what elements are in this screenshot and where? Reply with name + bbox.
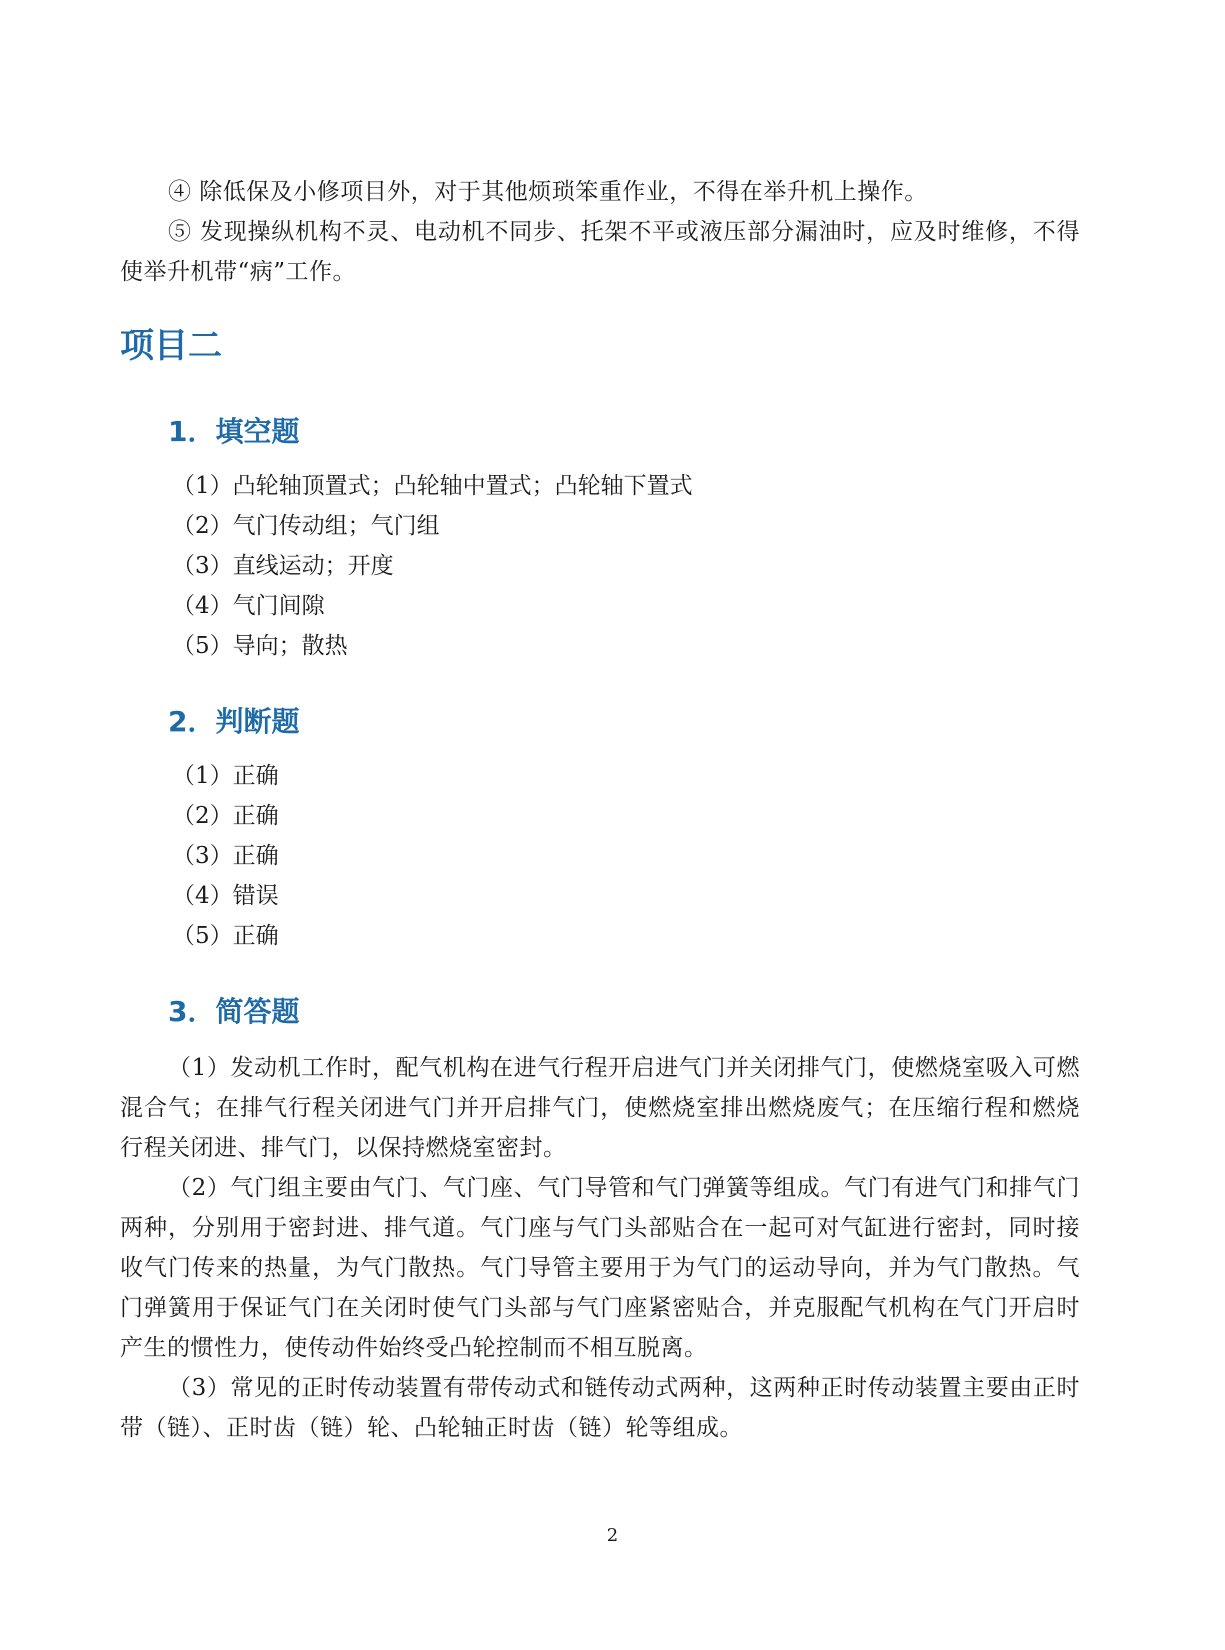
section-title-short-answer: 3．简答题 <box>168 995 300 1028</box>
answer-item: （3）直线运动；开度 <box>172 553 394 579</box>
page-number: 2 <box>606 1525 619 1546</box>
answer-item: （4）气门间隙 <box>172 593 325 619</box>
project-title: 项目二 <box>120 326 222 366</box>
answer-item: （2）正确 <box>172 803 279 829</box>
short-answer-paragraph-3: （3）常见的正时传动装置有带传动式和链传动式两种，这两种正时传动装置主要由正时带（链）、正时齿（链）轮、凸轮轴正时齿（链）轮等组成。 <box>120 1375 1080 1441</box>
answer-item: （5）正确 <box>172 923 279 949</box>
answer-item: （2）气门传动组；气门组 <box>172 513 440 539</box>
answer-item: （3）正确 <box>172 843 279 869</box>
short-answer-paragraph-2: （2）气门组主要由气门、气门座、气门导管和气门弹簧等组成。气门有进气门和排气门两种，分别用于密封进、排气道。气门座与气门头部贴合在一起可对气缸进行密封，同时接收气门传来的热量，为气门散热。气门导管主要用于为气门的运动导向，并为气门散热。气门弹簧用于保证气门在关闭时使气门头部与气门座紧密贴合，并克服配气机构在气门开启时产生的惯性力，使传动件始终受凸轮控制而不相互脱离。 <box>120 1175 1080 1361</box>
section-title-true-false: 2．判断题 <box>168 705 300 738</box>
section-title-fill-blank: 1．填空题 <box>168 415 300 448</box>
answer-item: （1）正确 <box>172 763 279 789</box>
answer-item: （1）凸轮轴顶置式；凸轮轴中置式；凸轮轴下置式 <box>172 473 693 499</box>
short-answer-paragraph-1: （1）发动机工作时，配气机构在进气行程开启进气门并关闭排气门，使燃烧室吸入可燃混合气；在排气行程关闭进气门并开启排气门，使燃烧室排出燃烧废气；在压缩行程和燃烧行程关闭进、排气门，以保持燃烧室密封。 <box>120 1055 1080 1161</box>
answer-item: （4）错误 <box>172 883 279 909</box>
intro-paragraph-5: ⑤ 发现操纵机构不灵、电动机不同步、托架不平或液压部分漏油时，应及时维修，不得使举升机带“病”工作。 <box>120 219 1080 285</box>
answer-item: （5）导向；散热 <box>172 633 348 659</box>
intro-paragraph-4: ④ 除低保及小修项目外，对于其他烦琐笨重作业，不得在举升机上操作。 <box>168 179 928 205</box>
